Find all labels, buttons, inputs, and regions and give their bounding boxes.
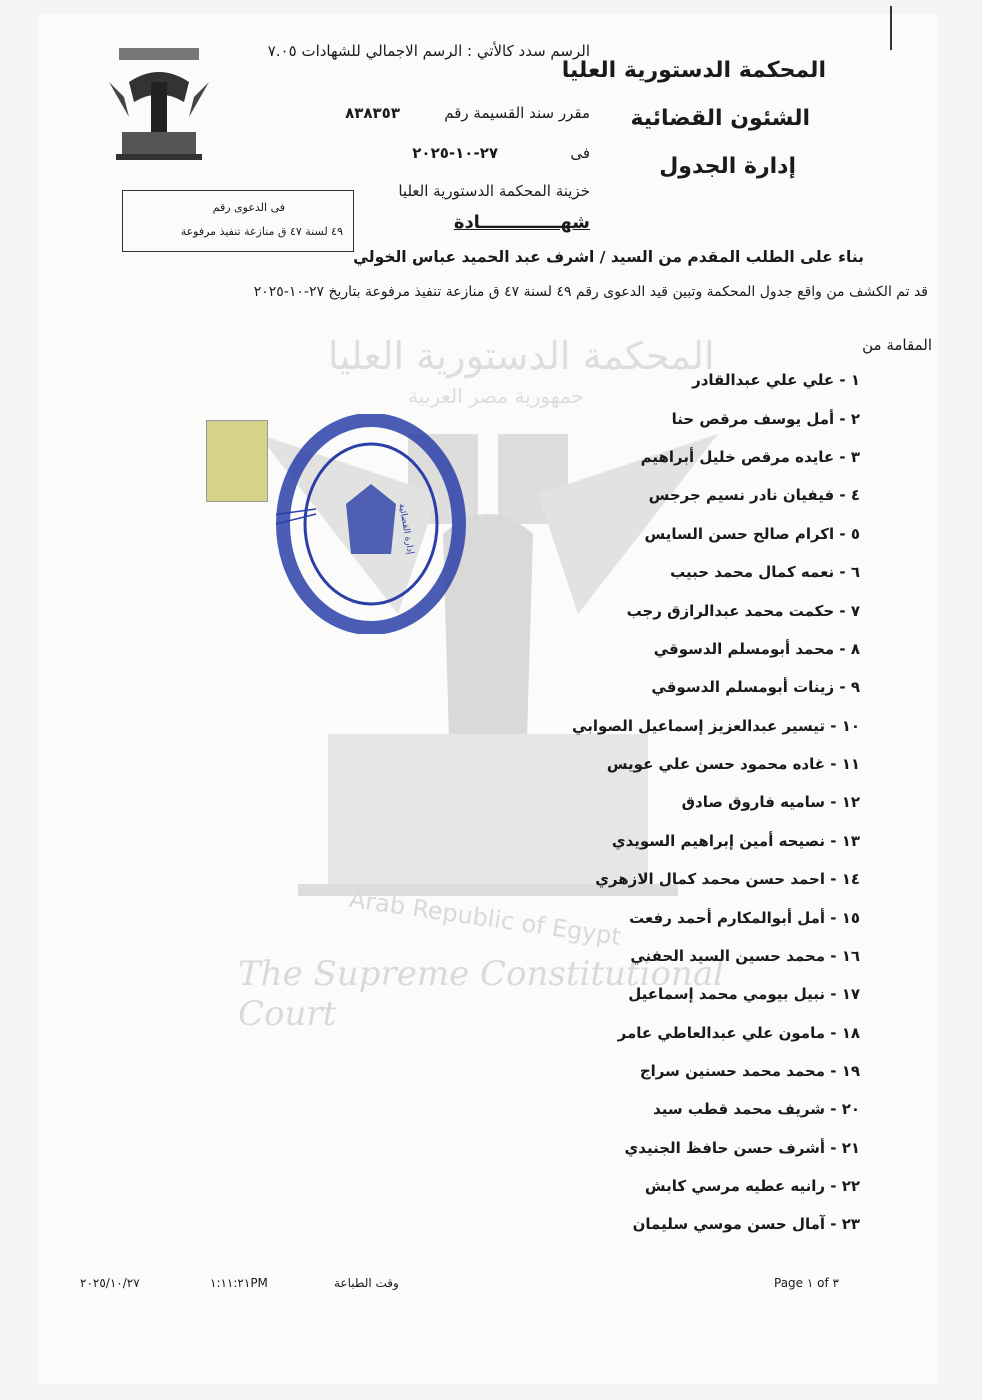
- list-item: ٥ - اكرام صالح حسن السايس: [644, 525, 860, 543]
- court-name: المحكمة الدستورية العليا: [561, 58, 826, 83]
- request-line: بناء على الطلب المقدم من السيد / اشرف عبد الحميد عباس الخولي: [353, 248, 864, 266]
- list-item: ٨ - محمد أبومسلم الدسوقي: [653, 640, 860, 658]
- list-item: ٢١ - أشرف حسن حافظ الجنيدي: [624, 1139, 860, 1157]
- revenue-stamp: [206, 420, 268, 502]
- case-box-value: ٤٩ لسنة ٤٧ ق منازعة تنفيذ مرفوعة: [180, 225, 343, 238]
- filed-by-label: المقامة من: [862, 336, 932, 354]
- fee-line: الرسم سدد كالأتي : الرسم الاجمالي للشهادات ٧.٠٥: [267, 42, 590, 60]
- list-item: ٦ - نعمه كمال محمد حبيب: [670, 563, 860, 581]
- list-item: ٢٣ - آمال حسن موسي سليمان: [632, 1215, 860, 1233]
- department-name: الشئون القضائية: [630, 106, 810, 131]
- list-item: ١٤ - احمد حسن محمد كمال الازهري: [595, 870, 860, 888]
- date-label: فى: [570, 144, 590, 162]
- treasury-name: خزينة المحكمة الدستورية العليا: [398, 182, 590, 200]
- print-date: ٢٠٢٥/١٠/٢٧: [80, 1276, 140, 1290]
- page-indicator: Page ١ of ٣: [774, 1276, 839, 1290]
- case-box-label: فى الدعوى رقم: [212, 201, 285, 214]
- watermark-arabic-title: المحكمة الدستورية العليا: [328, 334, 715, 378]
- list-item: ٧ - حكمت محمد عبدالرازق رجب: [626, 602, 860, 620]
- statement-line: قد تم الكشف من واقع جدول المحكمة وتبين قيد الدعوى رقم ٤٩ لسنة ٤٧ ق منازعة تنفيذ مرفوعة بتاريخ ٢٧-١٠-٢٠٢٥: [253, 284, 928, 300]
- print-time-label: وقت الطباعة: [334, 1276, 399, 1290]
- court-seal-stamp: [276, 414, 466, 634]
- watermark-english-2: The Supreme Constitutional Court: [238, 954, 724, 1034]
- crop-mark: [890, 6, 892, 50]
- list-item: ٩ - زينات أبومسلم الدسوقي: [651, 678, 860, 696]
- certificate-title: شهـــــــــــــادة: [453, 212, 590, 233]
- list-item: ١٥ - أمل أبوالمكارم أحمد رفعت: [629, 909, 860, 927]
- list-item: ١٩ - محمد محمد حسنين سراج: [639, 1062, 860, 1080]
- list-item: ٢ - أمل يوسف مرقص حنا: [671, 410, 860, 428]
- list-item: ١٦ - محمد حسين السيد الحفني: [630, 947, 860, 965]
- list-item: ٣ - عايده مرقص خليل أبراهيم: [640, 448, 860, 466]
- list-item: ١٣ - نصيحه أمين إبراهيم السويدي: [611, 832, 860, 850]
- list-item: ١٠ - تيسير عبدالعزيز إسماعيل الصوابي: [572, 717, 860, 735]
- watermark-english-1: Arab Republic of Egypt: [347, 885, 623, 951]
- watermark-arabic-sub: جمهورية مصر العربية: [408, 384, 584, 408]
- list-item: ٢٠ - شريف محمد قطب سيد: [653, 1100, 860, 1118]
- date-value: ٢٧-١٠-٢٠٢٥: [412, 144, 498, 162]
- list-item: ٤ - فيفيان نادر نسيم جرجس: [648, 486, 860, 504]
- receipt-number: ٨٣٨٣٥٣: [345, 104, 400, 122]
- seal-text: إدارة القضائية: [396, 502, 416, 556]
- list-item: ٢٢ - رانيه عطيه مرسي كابش: [644, 1177, 860, 1195]
- list-item: ١١ - غاده محمود حسن علي عويس: [606, 755, 860, 773]
- print-time: ١:١١:٢١PM: [210, 1276, 268, 1290]
- list-item: ١٨ - مامون علي عبدالعاطي عامر: [617, 1024, 860, 1042]
- list-item: ١٢ - ساميه فاروق صادق: [681, 793, 860, 811]
- receipt-label: مقرر سند القسيمة رقم: [444, 104, 590, 122]
- document-page: [38, 14, 938, 1384]
- court-emblem-icon: [104, 42, 214, 172]
- list-item: ١٧ - نبيل بيومي محمد إسماعيل: [628, 985, 860, 1003]
- division-name: إدارة الجدول: [659, 154, 796, 179]
- list-item: ١ - علي علي عبدالقادر: [692, 371, 860, 389]
- case-number-box: [122, 190, 354, 252]
